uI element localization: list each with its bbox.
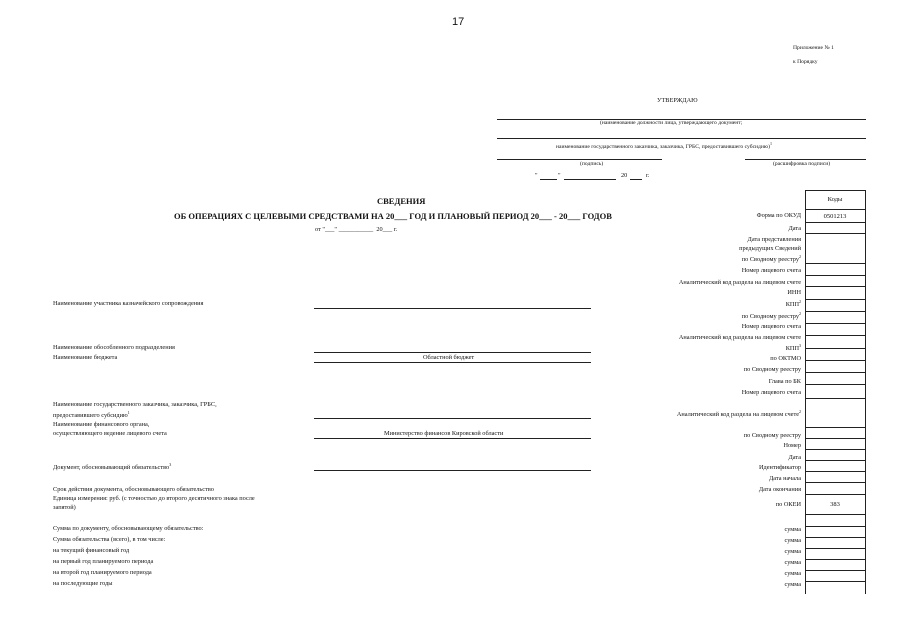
code-sum1 (805, 515, 865, 527)
code-analytic3 (805, 399, 865, 428)
label-reg2: по Сводному реестру$^2$ (741, 311, 801, 321)
title-date: от "___" ___________ 20___ г. (315, 226, 398, 233)
label-sum5: сумма (784, 570, 801, 577)
code-okei: 383 (805, 495, 865, 515)
label-customer-1: Наименование государственного заказчика, заказчика, ГРБС, (53, 401, 217, 408)
label-acc1: Номер лицевого счета (741, 267, 801, 274)
label-okei: по ОКЕИ (775, 501, 801, 508)
codes-table (805, 190, 865, 594)
appendix-line1: Приложение № 1 (793, 45, 834, 51)
code-sum3 (805, 538, 865, 549)
fin-org-value: Министерство финансов Кировской области (384, 430, 504, 437)
code-acc3 (805, 385, 865, 399)
approval-title: УТВЕРЖДАЮ (657, 97, 698, 104)
code-date (805, 223, 865, 234)
label-fin-2: осуществляющего ведение лицевого счета (53, 430, 167, 437)
code-ident (805, 461, 865, 472)
label-reg1: по Сводному реестру$^2$ (741, 254, 801, 264)
participant-field-line (314, 308, 591, 309)
codes-header: Коды (805, 190, 865, 210)
appendix-line2: к Порядку (793, 59, 818, 65)
code-glava (805, 373, 865, 385)
code-sum4 (805, 549, 865, 560)
label-oktmo: по ОКТМО (770, 355, 801, 362)
label-sum6: сумма (784, 581, 801, 588)
label-customer-2: предоставившего субсидию$^1$ (53, 410, 130, 420)
label-end: Дата окончания (758, 486, 801, 493)
code-sum5 (805, 560, 865, 571)
label-okud: Форма по ОКУД (756, 212, 801, 219)
code-kpp2 (805, 336, 865, 349)
approval-caption-customer: наименование государственного заказчика, заказчика, ГРБС, предоставившего субсидию)$^1$ (556, 141, 772, 150)
label-sum-first: на первый год планируемого периода (53, 558, 154, 565)
label-sum-second: на второй год планируемого периода (53, 569, 152, 576)
budget-value: Областной бюджет (423, 354, 475, 361)
decoding-line (745, 159, 866, 160)
code-end (805, 483, 865, 495)
label-sum-doc: Сумма по документу, обосновывающему обязательство: (53, 525, 204, 532)
label-budget: Наименование бюджета (53, 354, 118, 361)
code-kpp1 (805, 300, 865, 312)
label-sum1: сумма (784, 526, 801, 533)
label-sum-current: на текущий финансовый год (53, 547, 130, 554)
approval-date-close: " (558, 172, 561, 179)
approval-caption-position: (наименование должности лица, утверждающего документ; (600, 120, 743, 126)
code-reg1 (805, 264, 865, 276)
label-term: Срок действия документа, обосновывающего обязательство (53, 486, 214, 493)
label-acc2: Номер лицевого счета (741, 323, 801, 330)
label-analytic2: Аналитический код раздела на лицевом счете (678, 334, 801, 341)
label-sum-total: Сумма обязательства (всего), в том числе: (53, 536, 166, 543)
label-date: Дата (788, 225, 801, 232)
separate-unit-field-line (314, 352, 591, 353)
label-doc-date: Дата (788, 454, 801, 461)
label-start: Дата начала (769, 475, 801, 482)
signature-line (497, 159, 662, 160)
code-acc1 (805, 276, 865, 287)
label-analytic3: Аналитический код раздела на лицевом счете$^2$ (676, 409, 801, 419)
label-inn: ИНН (787, 289, 801, 296)
code-reg4 (805, 428, 865, 439)
code-acc2 (805, 324, 865, 336)
label-prev-date-2: предыдущих Сведений (739, 245, 801, 252)
code-start (805, 472, 865, 483)
doc-subtitle: ОБ ОПЕРАЦИЯХ С ЦЕЛЕВЫМИ СРЕДСТВАМИ НА 20___ ГОД И ПЛАНОВЫЙ ПЕРИОД 20___ - 20___ ГОДОВ (174, 211, 612, 221)
label-glava: Глава по БК (768, 378, 801, 385)
label-reg4: по Сводному реестру (743, 432, 801, 439)
approval-date-suffix: г. (646, 172, 650, 179)
label-fin-1: Наименование финансового органа, (53, 421, 150, 428)
label-prev-date-1: Дата представления (747, 236, 801, 243)
label-sum2: сумма (784, 537, 801, 544)
approval-date-open: " (535, 172, 538, 179)
label-sum4: сумма (784, 559, 801, 566)
code-okud: 0501213 (805, 210, 865, 223)
approval-date-year: 20 (621, 172, 628, 179)
code-prev-date (805, 234, 865, 264)
approval-date-year-line (630, 179, 642, 180)
approval-date-month-line (564, 179, 616, 180)
label-ident: Идентификатор (758, 464, 801, 471)
decoding-caption: (расшифровка подписи) (773, 161, 831, 167)
code-sum6 (805, 571, 865, 582)
code-reg3 (805, 361, 865, 373)
code-number (805, 439, 865, 450)
code-inn (805, 287, 865, 300)
label-acc3: Номер лицевого счета (741, 389, 801, 396)
doc-title: СВЕДЕНИЯ (377, 196, 426, 206)
label-participant: Наименование участника казначейского сопровождения (53, 300, 204, 307)
code-sum2 (805, 527, 865, 538)
customer-field-line (314, 418, 591, 419)
label-number: Номер (783, 442, 801, 449)
signature-caption: (подпись) (580, 161, 604, 167)
approval-date-day-line (540, 179, 557, 180)
label-separate-unit: Наименование обособленного подразделения (53, 344, 175, 351)
label-document: Документ, обосновывающий обязательство$^3$ (53, 462, 172, 472)
document-field-line (314, 470, 591, 471)
label-unit-2: запятой) (53, 504, 76, 511)
label-unit-1: Единица измерения: руб. (с точностью до второго десятичного знака после (53, 495, 255, 502)
label-kpp2: КПП$^3$ (785, 343, 801, 353)
budget-field-line (314, 362, 591, 363)
code-oktmo (805, 349, 865, 361)
label-sum-next: на последующие годы (53, 580, 113, 587)
code-doc-date (805, 450, 865, 461)
label-reg3: по Сводному реестру (743, 366, 801, 373)
label-sum3: сумма (784, 548, 801, 555)
label-kpp1: КПП$^2$ (785, 299, 801, 309)
page-number: 17 (452, 16, 465, 28)
fin-field-line (314, 438, 591, 439)
code-reg2 (805, 312, 865, 324)
label-analytic1: Аналитический код раздела на лицевом счете (678, 279, 801, 286)
approval-line-2 (497, 138, 866, 139)
